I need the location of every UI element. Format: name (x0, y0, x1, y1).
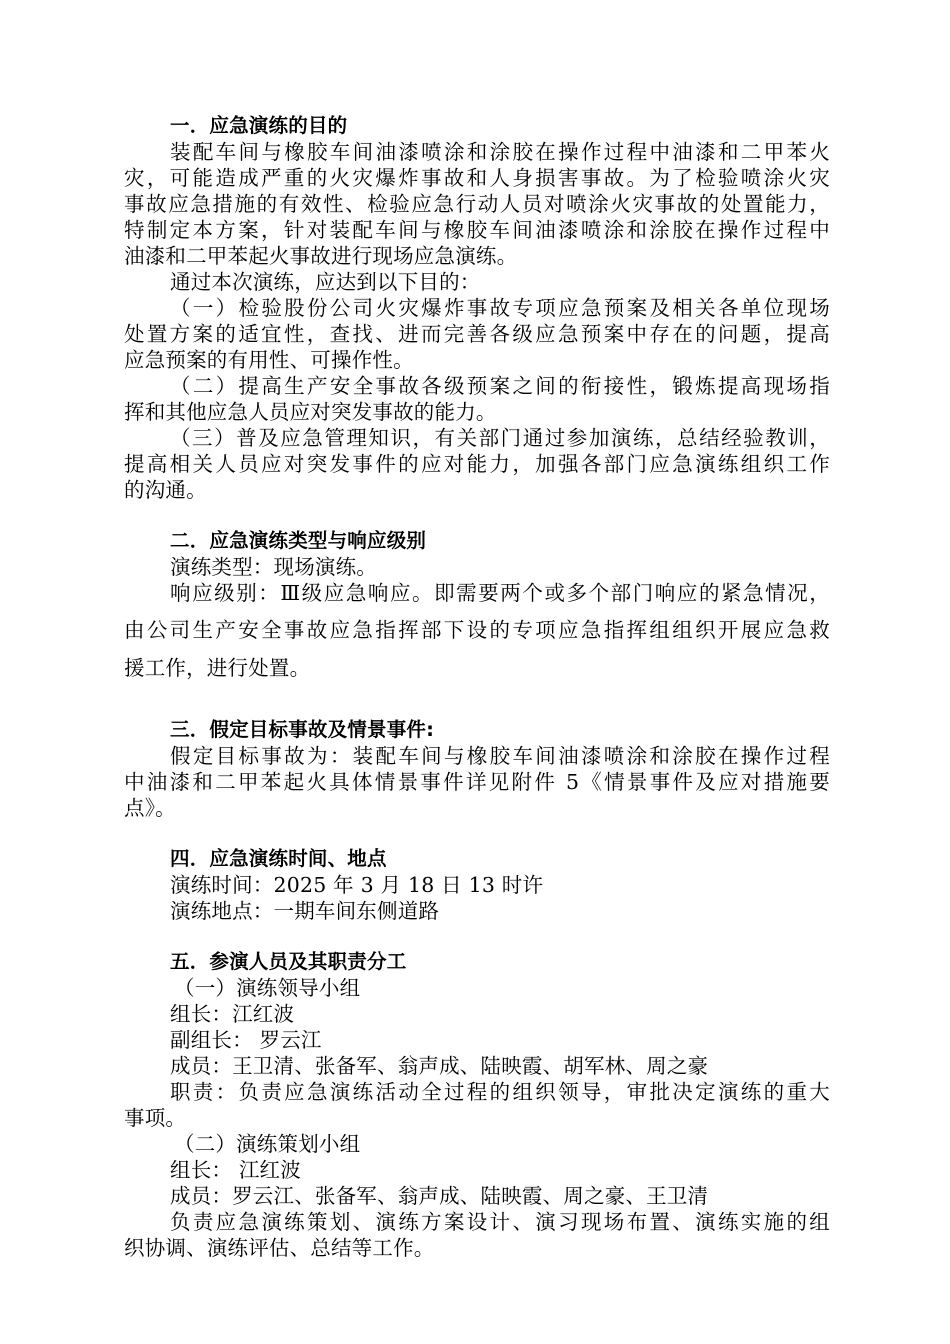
paragraph-line: 中油漆和二甲苯起火具体情景事件详见附件 5《情景事件及应对措施要 (124, 770, 830, 794)
list-item-line: 处置方案的适宜性，查找、进而完善各级应急预案中存在的问题，提高 (124, 322, 830, 346)
group-2-duty: 织协调、演练评估、总结等工作。 (124, 1236, 435, 1260)
paragraph-line: 装配车间与橡胶车间油漆喷涂和涂胶在操作过程中油漆和二甲苯火 (170, 140, 830, 164)
group-2-duty: 负责应急演练策划、演练方案设计、演习现场布置、演练实施的组 (170, 1210, 830, 1234)
section-1-heading: 一．应急演练的目的 (170, 114, 348, 137)
list-item-line: 的沟通。 (124, 478, 207, 502)
list-item-line: （三）普及应急管理知识，有关部门通过参加演练，总结经验教训， (170, 426, 830, 450)
paragraph-line: 特制定本方案，针对装配车间与橡胶车间油漆喷涂和涂胶在操作过程中 (124, 218, 830, 242)
paragraph-line: 点》。 (124, 796, 176, 820)
paragraph-line: 演练类型：现场演练。 (170, 555, 377, 579)
paragraph-line: 假定目标事故为：装配车间与橡胶车间油漆喷涂和涂胶在操作过程 (170, 744, 830, 768)
section-3-heading: 三．假定目标事故及情景事件: (170, 718, 435, 741)
drill-place: 演练地点：一期车间东侧道路 (170, 899, 440, 923)
list-item-line: （二）提高生产安全事故各级预案之间的衔接性，锻炼提高现场指 (170, 374, 830, 398)
list-item-line: 提高相关人员应对突发事件的应对能力，加强各部门应急演练组织工作 (124, 452, 830, 476)
section-4-heading: 四．应急演练时间、地点 (170, 847, 387, 870)
section-5-heading: 五．参演人员及其职责分工 (170, 950, 407, 973)
group-1-duty: 事项。 (124, 1106, 187, 1130)
list-item-line: 应急预案的有用性、可操作性。 (124, 348, 414, 372)
group-2-leader: 组长： 江红波 (170, 1158, 301, 1182)
group-1-duty: 职责：负责应急演练活动全过程的组织领导，审批决定演练的重大 (170, 1080, 830, 1104)
list-item-line: （一）检验股份公司火灾爆炸事故专项应急预案及相关各单位现场 (170, 296, 830, 320)
group-2-members: 成员：罗云江、张备军、翁声成、陆映霞、周之豪、王卫清 (170, 1184, 709, 1208)
paragraph-line: 事故应急措施的有效性、检验应急行动人员对喷涂火灾事故的处置能力， (124, 192, 830, 216)
group-1-title: （一）演练领导小组 (174, 976, 361, 1000)
paragraph-line: 通过本次演练，应达到以下目的： (170, 270, 481, 294)
group-1-members: 成员：王卫清、张备军、翁声成、陆映霞、胡军林、周之豪 (170, 1054, 709, 1078)
group-1-leader: 组长：江红波 (170, 1002, 295, 1026)
list-item-line: 挥和其他应急人员应对突发事故的能力。 (124, 400, 497, 424)
paragraph-line: 灾，可能造成严重的火灾爆炸事故和人身损害事故。为了检验喷涂火灾 (124, 166, 830, 190)
paragraph-line: 援工作，进行处置。 (124, 656, 311, 680)
paragraph-line: 油漆和二甲苯起火事故进行现场应急演练。 (124, 244, 518, 268)
paragraph-line: 响应级别：Ⅲ级应急响应。即需要两个或多个部门响应的紧急情况， (170, 581, 830, 605)
drill-time: 演练时间：2025 年 3 月 18 日 13 时许 (170, 873, 544, 897)
section-2-heading: 二．应急演练类型与响应级别 (170, 529, 427, 552)
paragraph-line: 由公司生产安全事故应急指挥部下设的专项应急指挥组组织开展应急救 (124, 618, 830, 642)
group-1-deputy: 副组长： 罗云江 (170, 1028, 322, 1052)
group-2-title: （二）演练策划小组 (174, 1132, 361, 1156)
